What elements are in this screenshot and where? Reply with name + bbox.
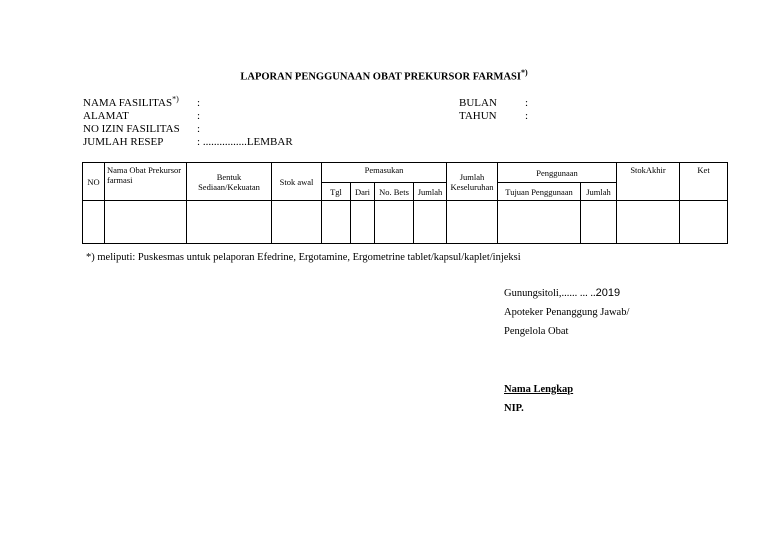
subheader-tujuan-penggunaan: Tujuan Penggunaan <box>498 183 581 201</box>
field-sep-bulan: : <box>525 97 529 109</box>
header-pemasukan: Pemasukan <box>322 163 447 183</box>
header-bentuk-sediaan: Bentuk Sediaan/Kekuatan <box>187 163 272 201</box>
subheader-jumlah-pemasukan: Jumlah <box>414 183 447 201</box>
subheader-jumlah-penggunaan: Jumlah <box>581 183 617 201</box>
field-sep-tahun: : <box>525 110 529 122</box>
subheader-dari: Dari <box>351 183 375 201</box>
subheader-no-bets: No. Bets <box>375 183 414 201</box>
footnote: *) meliputi: Puskesmas untuk pelaporan Efedrine, Ergotamine, Ergometrine tablet/kapsul/kaplet/injeksi <box>86 252 521 263</box>
field-label-nama-fasilitas: NAMA FASILITAS*) <box>83 94 179 109</box>
subheader-tgl: Tgl <box>322 183 351 201</box>
header-nama-obat: Nama Obat Prekursor farmasi <box>105 163 187 201</box>
signer-nip: NIP. <box>504 403 524 414</box>
field-label-jumlah-resep: JUMLAH RESEP <box>83 136 164 148</box>
header-jumlah-keseluruhan: Jumlah Keseluruhan <box>447 163 498 201</box>
field-label-no-izin: NO IZIN FASILITAS <box>83 123 180 135</box>
header-ket: Ket <box>680 163 728 201</box>
field-sep-no-izin: : <box>197 123 201 135</box>
field-sep-alamat: : <box>197 110 201 122</box>
header-no: NO <box>83 163 105 201</box>
field-sep-nama-fasilitas: : <box>197 97 201 109</box>
header-stok-awal: Stok awal <box>272 163 322 201</box>
document-title <box>0 68 768 83</box>
field-label-tahun: TAHUN <box>459 110 497 122</box>
signer-role-line1: Apoteker Penanggung Jawab/ <box>504 307 630 318</box>
header-stok-akhir: StokAkhir <box>617 163 680 201</box>
table-row <box>83 201 728 244</box>
field-label-bulan: BULAN <box>459 97 497 109</box>
title-text: LAPORAN PENGGUNAAN OBAT PREKURSOR FARMASI <box>240 71 521 83</box>
header-penggunaan: Penggunaan <box>498 163 617 183</box>
signer-name: Nama Lengkap <box>504 384 574 395</box>
signer-role-line2: Pengelola Obat <box>504 326 569 337</box>
field-label-alamat: ALAMAT <box>83 110 129 122</box>
place-date: Gunungsitoli,...... ... ..2019 <box>504 287 621 299</box>
report-table <box>82 162 728 244</box>
field-jumlah-resep-value: : ................LEMBAR <box>197 136 293 148</box>
title-footnote-mark: *) <box>520 68 528 77</box>
signature-year: 2019 <box>595 287 621 299</box>
